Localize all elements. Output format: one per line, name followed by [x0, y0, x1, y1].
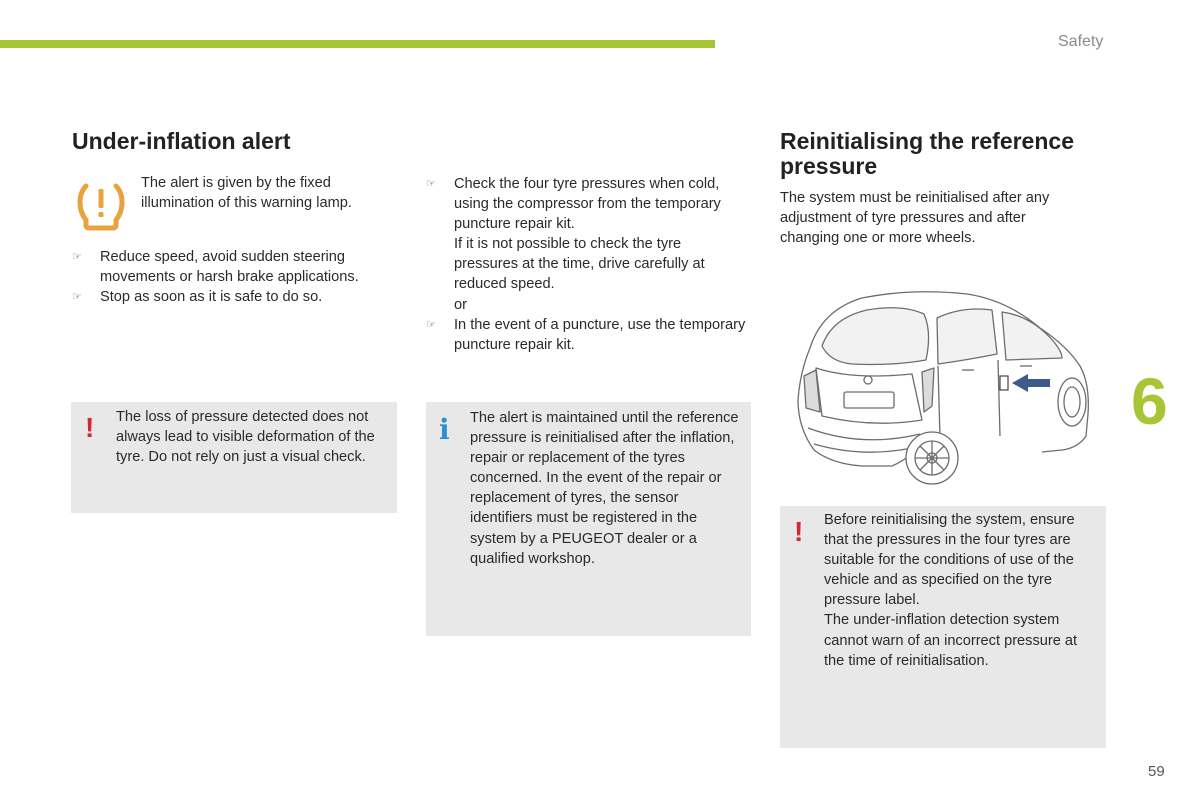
- info-icon: i: [439, 413, 450, 446]
- warning-box-text: [824, 510, 1100, 671]
- pointing-hand-icon: ☞: [72, 251, 82, 263]
- under-inflation-alert-title: Under-inflation alert: [72, 128, 291, 154]
- warning-paragraph: The under-inflation detection system cannot warn of an incorrect pressure at the time of reinitialisation.: [824, 612, 1078, 669]
- bullet-text: In the event of a puncture, use the temporary puncture repair kit.: [454, 316, 746, 353]
- bullet-line: If it is not possible to check the tyre: [454, 236, 682, 253]
- bullet-text: Stop as soon as it is safe to do so.: [100, 289, 323, 306]
- tyre-pressure-warning-icon: [74, 180, 128, 232]
- reinitialising-title: Reinitialising the reference pressure: [780, 128, 1074, 179]
- exclamation-icon: !: [794, 516, 804, 547]
- reinitialising-intro: The system must be reinitialised after any adjustment of tyre pressures and after changing one or more wheels.: [780, 190, 1050, 247]
- pointing-hand-icon: ☞: [72, 291, 82, 304]
- bullet-line: puncture repair kit.: [454, 216, 575, 233]
- left-bullet-list: [72, 247, 382, 307]
- list-item: [426, 174, 746, 315]
- warning-box: [71, 402, 397, 513]
- middle-bullet-list: [426, 174, 746, 355]
- bullet-text: Reduce speed, avoid sudden steering movements or harsh brake applications.: [100, 249, 359, 286]
- chapter-number: 6: [1131, 364, 1168, 438]
- car-rear-illustration: [792, 288, 1094, 492]
- lamp-description: The alert is given by the fixed illumination of this warning lamp.: [141, 175, 352, 212]
- list-item: [426, 315, 746, 355]
- bullet-line: using the compressor from the temporary: [454, 196, 721, 213]
- header-accent-bar: [0, 40, 715, 48]
- reinitialisation-warning-box: [780, 506, 1106, 748]
- list-item: [72, 287, 382, 307]
- pointing-hand-icon: ☞: [426, 178, 436, 190]
- bullet-line: reduced speed.: [454, 276, 555, 293]
- warning-paragraph: Before reinitialising the system, ensure that the pressures in the four tyres are suitable for the conditions of use of the vehicle and as specified on the tyre pressure label.: [824, 512, 1075, 609]
- info-box: [426, 402, 751, 636]
- list-item: [72, 247, 382, 287]
- bullet-line: Check the four tyre pressures when cold,: [454, 176, 720, 192]
- page-number: 59: [1148, 763, 1165, 780]
- section-label: Safety: [1058, 33, 1104, 50]
- info-box-text: The alert is maintained until the reference pressure is reinitialised after the inflation, repair or replacement of the tyres concerned. In the event of the repair or replacement of tyres, the sensor identifiers must be registered in the system by a PEUGEOT dealer or a qualified workshop.: [470, 410, 739, 567]
- warning-box-text: The loss of pressure detected does not always lead to visible deformation of the tyre. Do not rely on just a visual check.: [116, 409, 375, 466]
- bullet-line: pressures at the time, drive carefully at: [454, 256, 705, 273]
- pointing-hand-icon: ☞: [426, 318, 436, 331]
- exclamation-icon: !: [85, 412, 95, 443]
- bullet-line: or: [454, 296, 467, 313]
